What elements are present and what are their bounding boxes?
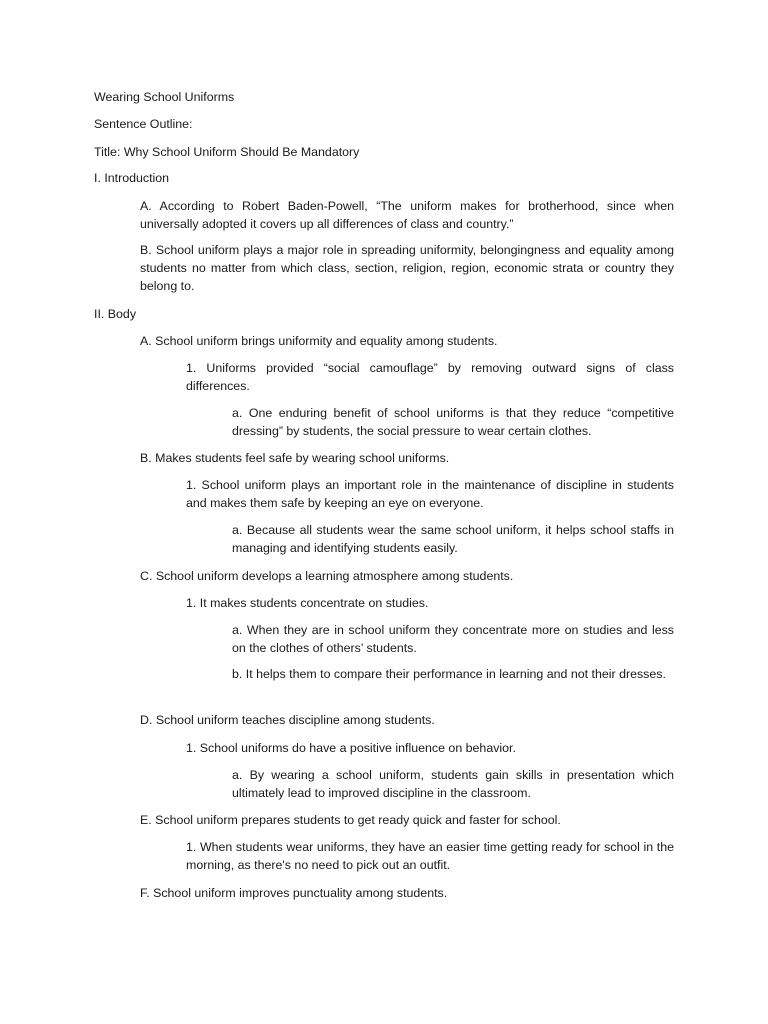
section-introduction-heading: I. Introduction [94,171,170,185]
document-title: Title: Why School Uniform Should Be Mandatory [94,145,360,159]
body-point-a-1: 1. Uniforms provided “social camouflage” by removing outward signs of class differences. [186,361,674,393]
body-point-f: F. School uniform improves punctuality among students. [140,886,448,900]
document-header: Wearing School Uniforms [94,90,235,104]
intro-point-b: B. School uniform plays a major role in spreading uniformity, belongingness and equality among students no matter from which class, section, religion, region, economic strata or country they belong to. [140,243,674,293]
body-point-e: E. School uniform prepares students to get ready quick and faster for school. [140,813,561,827]
body-point-c-1-b: b. It helps them to compare their performance in learning and not their dresses. [232,667,666,681]
body-point-d-1-a: a. By wearing a school uniform, students gain skills in presentation which ultimately lead to improved discipline in the classroom. [232,768,674,800]
body-point-a: A. School uniform brings uniformity and equality among students. [140,334,498,348]
outline-label: Sentence Outline: [94,117,193,131]
body-point-c: C. School uniform develops a learning atmosphere among students. [140,569,514,583]
body-point-b-1-a: a. Because all students wear the same school uniform, it helps school staffs in managing and identifying students easily. [232,523,674,555]
body-point-c-1: 1. It makes students concentrate on studies. [186,596,429,610]
body-point-d: D. School uniform teaches discipline among students. [140,713,435,727]
body-point-a-1-a: a. One enduring benefit of school uniforms is that they reduce “competitive dressing” by students, the social pressure to wear certain clothes. [232,406,674,438]
body-point-d-1: 1. School uniforms do have a positive influence on behavior. [186,741,516,755]
body-point-e-1: 1. When students wear uniforms, they have an easier time getting ready for school in the morning, as there's no need to pick out an outfit. [186,840,674,872]
body-point-b-1: 1. School uniform plays an important role in the maintenance of discipline in students and makes them safe by keeping an eye on everyone. [186,478,674,510]
section-body-heading: II. Body [94,307,137,321]
body-point-b: B. Makes students feel safe by wearing school uniforms. [140,451,450,465]
intro-point-a: A. According to Robert Baden-Powell, “The uniform makes for brotherhood, since when universally adopted it covers up all differences of class and country.” [140,199,674,231]
body-point-c-1-a: a. When they are in school uniform they concentrate more on studies and less on the clothes of others’ students. [232,623,674,655]
